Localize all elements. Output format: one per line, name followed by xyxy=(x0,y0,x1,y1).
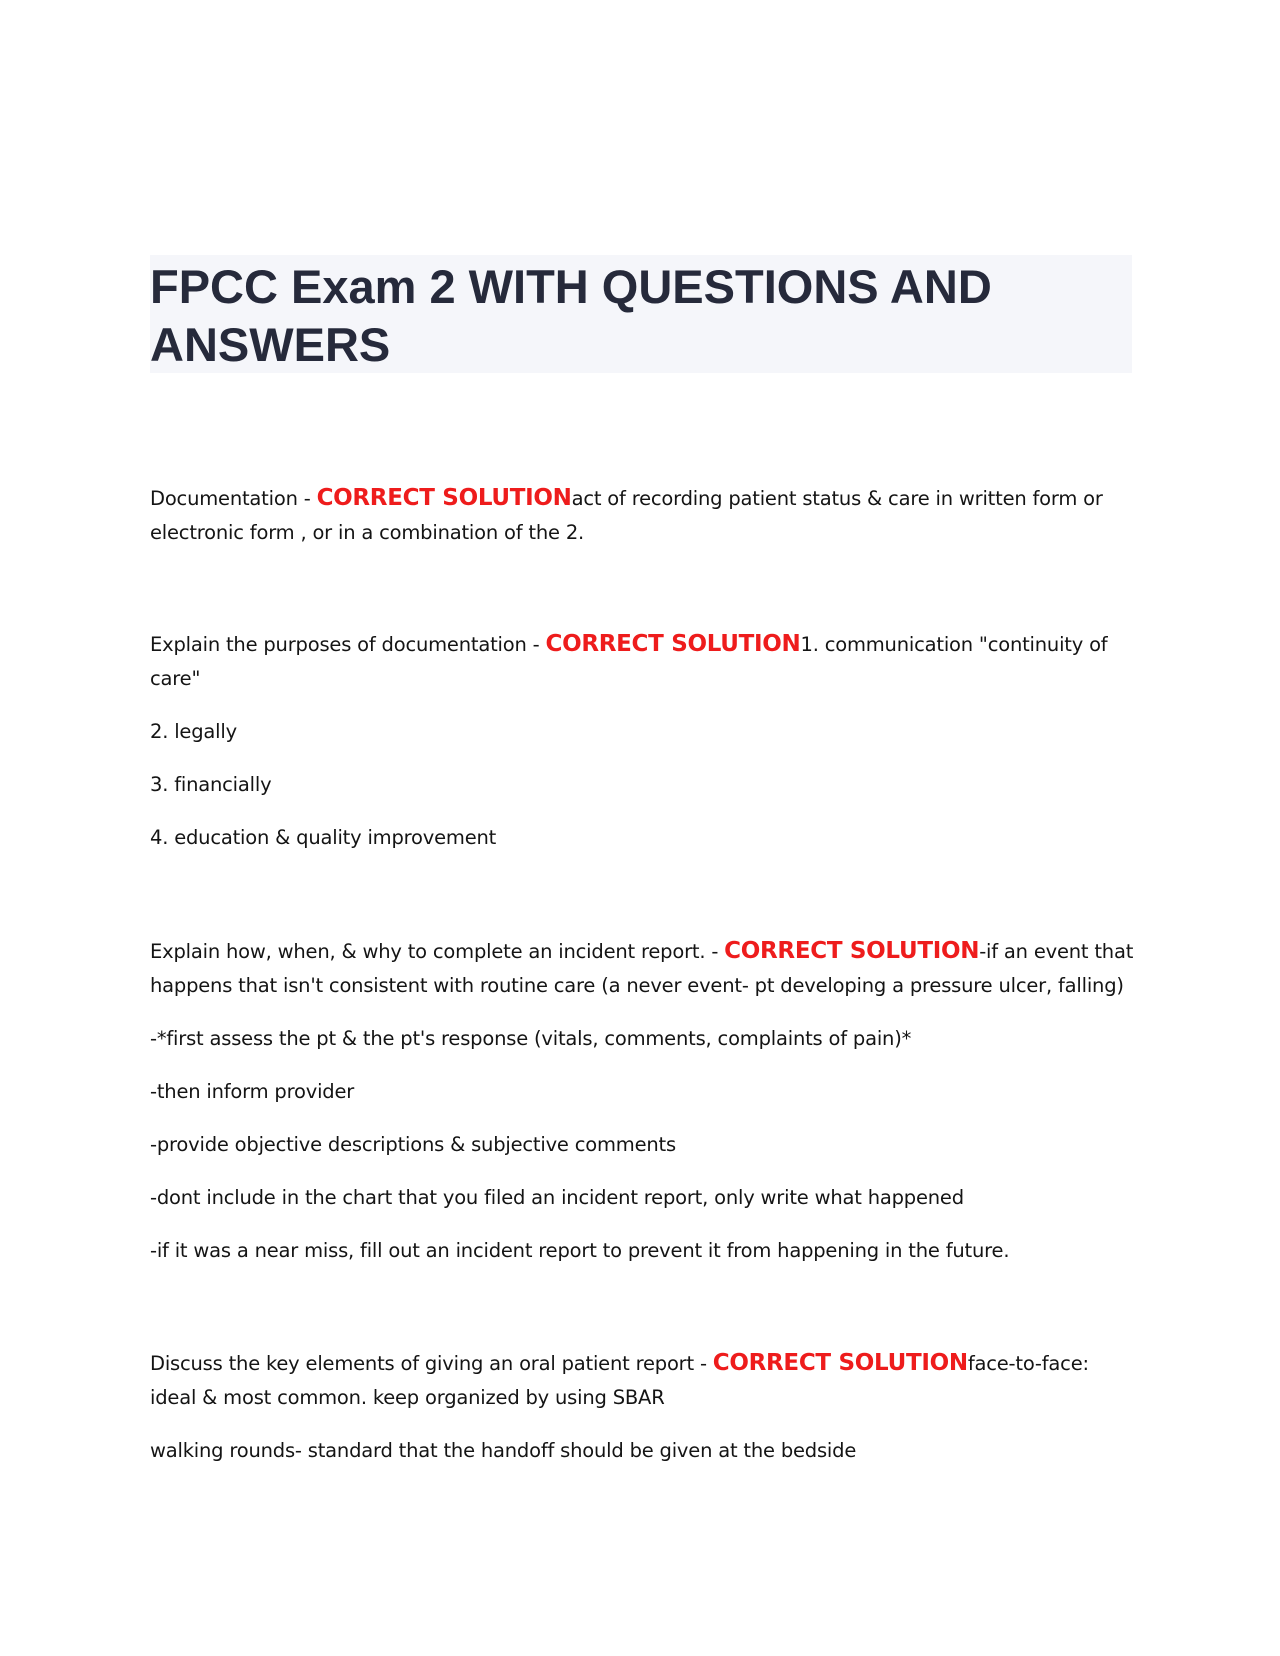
correct-solution-label: CORRECT SOLUTION xyxy=(316,485,572,511)
qa-item-incident-report xyxy=(150,934,1140,1268)
answer-line: -if it was a near miss, fill out an incident report to prevent it from happening in the future. xyxy=(150,1239,1010,1262)
document-title: FPCC Exam 2 WITH QUESTIONS AND ANSWERS xyxy=(150,260,992,371)
answer-text: act of recording patient status & care in written form or electronic form , or in a combination of the 2. xyxy=(150,487,1103,544)
qa-item-oral-report xyxy=(150,1346,1140,1468)
question-text: Explain the purposes of documentation - xyxy=(150,633,546,656)
qa-paragraph xyxy=(150,1346,1140,1415)
question-text: Discuss the key elements of giving an oral patient report - xyxy=(150,1352,713,1375)
answer-line: -provide objective descriptions & subjective comments xyxy=(150,1133,676,1156)
correct-solution-label: CORRECT SOLUTION xyxy=(712,1350,968,1376)
qa-paragraph xyxy=(150,934,1140,1003)
answer-text: -if an event that happens that isn't consistent with routine care (a never event- pt developing a pressure ulcer, falling) xyxy=(150,940,1134,997)
answer-text: 1. communication "continuity of care" xyxy=(150,633,1108,690)
answer-line: 4. education & quality improvement xyxy=(150,826,497,849)
qa-item-purposes xyxy=(150,627,1140,855)
qa-paragraph xyxy=(150,627,1140,696)
question-text: Documentation - xyxy=(150,487,317,510)
answer-line: 3. financially xyxy=(150,773,272,796)
answer-line: walking rounds- standard that the handoff should be given at the bedside xyxy=(150,1439,857,1462)
answer-line: -*first assess the pt & the pt's response (vitals, comments, complaints of pain)* xyxy=(150,1027,912,1050)
answer-line: -dont include in the chart that you filed an incident report, only write what happened xyxy=(150,1186,964,1209)
correct-solution-label: CORRECT SOLUTION xyxy=(545,631,801,657)
question-text: Explain how, when, & why to complete an incident report. - xyxy=(150,940,725,963)
answer-line: -then inform provider xyxy=(150,1080,355,1103)
qa-paragraph xyxy=(150,481,1140,550)
qa-item-documentation xyxy=(150,481,1140,550)
correct-solution-label: CORRECT SOLUTION xyxy=(724,938,980,964)
answer-line: 2. legally xyxy=(150,720,237,743)
answer-text: face-to-face: ideal & most common. keep organized by using SBAR xyxy=(150,1352,1089,1409)
